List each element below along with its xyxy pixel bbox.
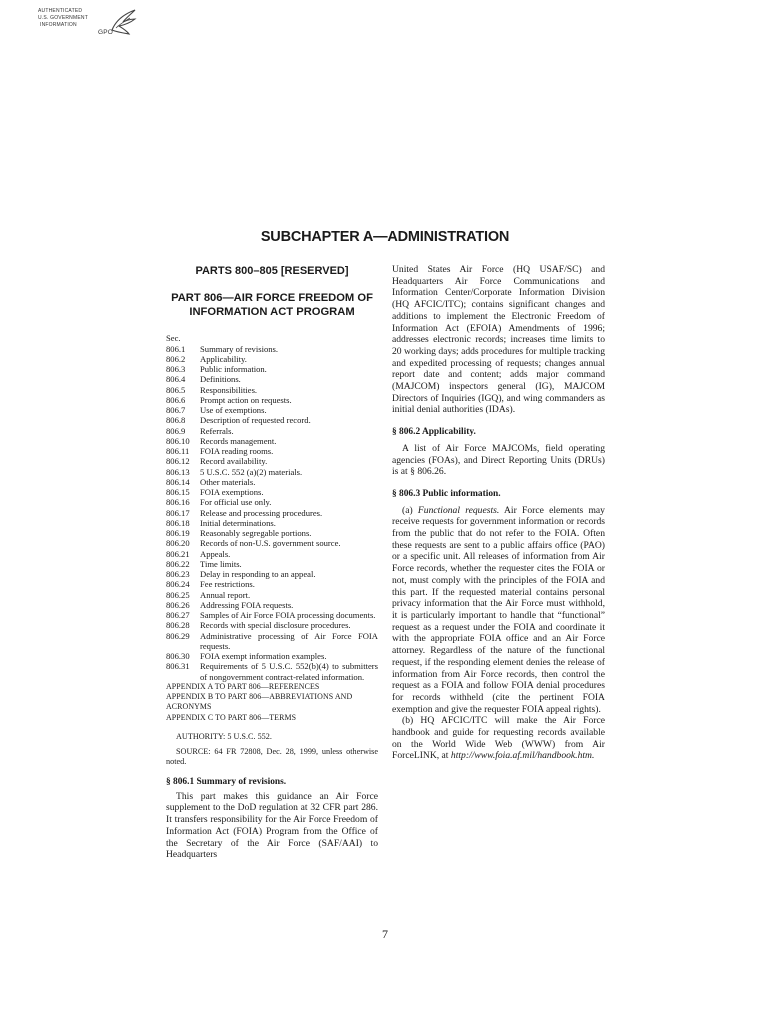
toc-section-title: Annual report. [200,589,251,600]
toc-section-title: Use of exemptions. [200,405,267,415]
toc-entry [166,354,378,364]
toc-section-title: Other materials. [200,476,256,487]
logo-line-2: U.S. GOVERNMENT [38,15,88,21]
toc-entry [166,395,378,405]
toc-entry [166,508,378,518]
parts-reserved-heading: PARTS 800–805 [RESERVED] [195,265,349,277]
toc-entry [166,344,378,354]
toc-section-number: 806.13 [166,466,190,477]
toc-entry [166,426,378,436]
toc-section-number: 806.25 [166,589,190,600]
toc-entry [166,631,378,652]
para-b-text: (b) HQ AFCIC/ITC will make the Air Force handbook and guide for requesting records available on the World Wide Web (WWW) from Air ForceLINK, at [392,715,605,762]
toc-section-number: 806.5 [166,384,186,395]
section-806-3-heading: § 806.3 Public information. [392,488,501,499]
toc-entry [166,374,378,384]
toc-section-title: Appeals. [200,548,231,559]
part-title: PART 806—AIR FORCE FREEDOM OF INFORMATION ACT PROGRAM [171,292,373,318]
toc-section-number: 806.6 [166,394,186,405]
page-number: 7 [382,927,388,941]
toc-entry [166,487,378,497]
toc-section-number: 806.28 [166,620,190,631]
toc-section-title: FOIA exempt information examples. [200,651,327,661]
toc-entry [166,415,378,425]
toc-section-number: 806.21 [166,548,190,559]
section-806-1-heading: § 806.1 Summary of revisions. [166,776,287,787]
toc-section-number: 806.9 [166,425,186,436]
toc-section-title: Records of non-U.S. government source. [200,538,341,549]
toc-section-title: Referrals. [200,425,234,436]
toc-section-number: 806.19 [166,528,190,538]
authority-note: AUTHORITY: 5 U.S.C. 552. [176,731,272,741]
section-806-3-b [392,715,605,762]
toc-section-title: Public information. [200,364,267,374]
toc-entry [166,518,378,528]
source-note: SOURCE: 64 FR 72808, Dec. 28, 1999, unless otherwise noted. [166,747,378,767]
toc-section-number: 806.17 [166,507,190,518]
toc-section-title: Prompt action on requests. [200,394,292,405]
handbook-link[interactable]: http://www.foia.af.mil/handbook.htm. [450,750,595,762]
toc-section-title: Initial determinations. [200,517,276,528]
toc-section-title: Reasonably segregable portions. [200,528,312,538]
toc-entry [166,549,378,559]
toc-section-number: 806.15 [166,487,190,497]
toc-entry [166,620,378,630]
toc-section-title: Applicability. [200,353,247,364]
toc-section-number: 806.14 [166,476,190,487]
toc-section-number: 806.10 [166,435,190,446]
toc-section-number: 806.20 [166,538,190,549]
toc-section-title: Summary of revisions. [200,343,279,354]
toc-entry [166,364,378,374]
toc-entry [166,661,378,682]
para-a-italic-title: Functional requests. [417,504,500,516]
toc-section-title: Time limits. [200,558,242,569]
toc-entry [166,559,378,569]
toc-section-number: 806.11 [166,446,190,456]
toc-section-title: Samples of Air Force FOIA processing documents. [200,610,376,620]
logo-line-4: GPO [98,29,114,36]
toc-section-title: Addressing FOIA requests. [200,599,294,610]
section-806-2-text: A list of Air Force MAJCOMs, field operating agencies (FOAs), and Direct Reporting Units (DRUs) is at § 806.26. [392,442,605,478]
toc-entry [166,497,378,507]
para-a-text: Air Force elements may receive requests for government information or records from the public that do not refer to the FOIA. Often these requests are sent to a public affairs office (PAO) or a specific unit. All releases of information from Air Force records, whether the requester cites the FOIA or not, must comply with the principles of the FOIA and this part. If the requested material contains personal privacy information that the Air Force must withhold, it is particularly important to handle that “functional” request as a request under the FOIA and coordinate it with the appropriate FOIA office and an Air Force attorney. Regardless of the nature of the functional request, if the responding element denies the release of information from Air Force records, then control the request as a FOIA and follow FOIA denial procedures for records withheld (cite the pertinent FOIA exemption and give the requester FOIA appeal rights). [392,504,605,715]
toc-section-title: Requirements of 5 U.S.C. 552(b)(4) to submitters of nongovernment contract-related information. [200,661,378,682]
logo-line-1: AUTHENTICATED [38,8,83,14]
toc-entry [166,538,378,548]
right-column [392,264,605,762]
toc-section-title: FOIA reading rooms. [200,446,274,456]
toc-section-number: 806.16 [166,497,190,508]
toc-section-number: 806.4 [166,374,186,385]
toc-section-title: FOIA exemptions. [200,487,264,497]
appendix-entry: APPENDIX C TO PART 806—TERMS [166,712,297,722]
section-806-3-a [392,505,605,716]
toc-entry [166,569,378,579]
toc-section-title: Records with special disclosure procedures. [200,620,351,631]
toc-section-number: 806.30 [166,651,190,661]
sec-label: Sec. [166,333,181,344]
toc-section-title: Definitions. [200,374,241,385]
toc-entry [166,467,378,477]
toc-section-title: Records management. [200,435,277,446]
para-a-label: (a) [402,504,413,516]
toc-section-number: 806.2 [166,353,186,364]
appendix-entry: APPENDIX A TO PART 806—REFERENCES [166,681,320,691]
toc-section-number: 806.31 [166,661,190,672]
toc-section-title: Administrative processing of Air Force FOIA requests. [200,630,378,651]
toc-entry [166,436,378,446]
toc-section-number: 806.29 [166,630,190,641]
toc-entry [166,610,378,620]
gpo-authentication-logo [38,6,142,46]
table-of-contents [166,344,378,682]
toc-entry [166,456,378,466]
toc-section-title: 5 U.S.C. 552 (a)(2) materials. [200,466,303,477]
toc-section-title: Fee restrictions. [200,579,255,590]
toc-section-number: 806.27 [166,610,190,620]
toc-section-title: Description of requested record. [200,415,311,426]
toc-entry [166,600,378,610]
toc-section-number: 806.18 [166,517,190,528]
logo-line-3: INFORMATION [40,22,77,28]
section-806-2-heading: § 806.2 Applicability. [392,427,476,438]
section-806-1-text: This part makes this guidance an Air Force supplement to the DoD regulation at 32 CFR part 286. It transfers responsibility for the Air Force Freedom of Information Act (FOIA) Program from the Office of the Secretary of the Air Force (SAF/AAI) to Headquarters [166,790,378,861]
toc-section-number: 806.3 [166,364,186,374]
subchapter-title: SUBCHAPTER A—ADMINISTRATION [260,229,510,245]
toc-entry [166,477,378,487]
toc-section-title: For official use only. [200,497,272,508]
toc-section-number: 806.24 [166,579,190,590]
eagle-icon [108,6,140,38]
appendix-entry: APPENDIX B TO PART 806—ABBREVIATIONS AND ACRONYMS [166,692,353,712]
toc-section-title: Release and processing procedures. [200,507,323,518]
toc-section-number: 806.7 [166,405,186,415]
toc-entry [166,590,378,600]
appendix-list [166,682,378,723]
toc-section-number: 806.1 [166,343,186,354]
toc-section-title: Delay in responding to an appeal. [200,569,316,579]
toc-entry [166,446,378,456]
toc-section-number: 806.23 [166,569,190,579]
toc-entry [166,579,378,589]
toc-entry [166,385,378,395]
section-806-1-continued: United States Air Force (HQ USAF/SC) and Headquarters Air Force Communications and Information Center/Corporate Information Division (HQ AFCIC/ITC); contains significant changes and additions to implement the Electronic Freedom of Information Act (EFOIA) Amendments of 1996; addresses electronic records; increases time limits to 20 working days; adds procedures for multiple tracking and expedited processing of requests; changes annual report date and content; adds major command (MAJCOM) inspectors general (IG), MAJCOM Directors of Inquiries (IGQ), and wing commanders as initial denial authorities (IDAs). [392,264,605,416]
toc-section-number: 806.8 [166,415,186,426]
toc-entry [166,651,378,661]
toc-section-title: Record availability. [200,456,268,467]
toc-section-title: Responsibilities. [200,384,258,395]
toc-section-number: 806.22 [166,558,190,569]
toc-entry [166,528,378,538]
toc-section-number: 806.12 [166,456,190,467]
left-column [166,264,378,861]
toc-entry [166,405,378,415]
toc-section-number: 806.26 [166,599,190,610]
